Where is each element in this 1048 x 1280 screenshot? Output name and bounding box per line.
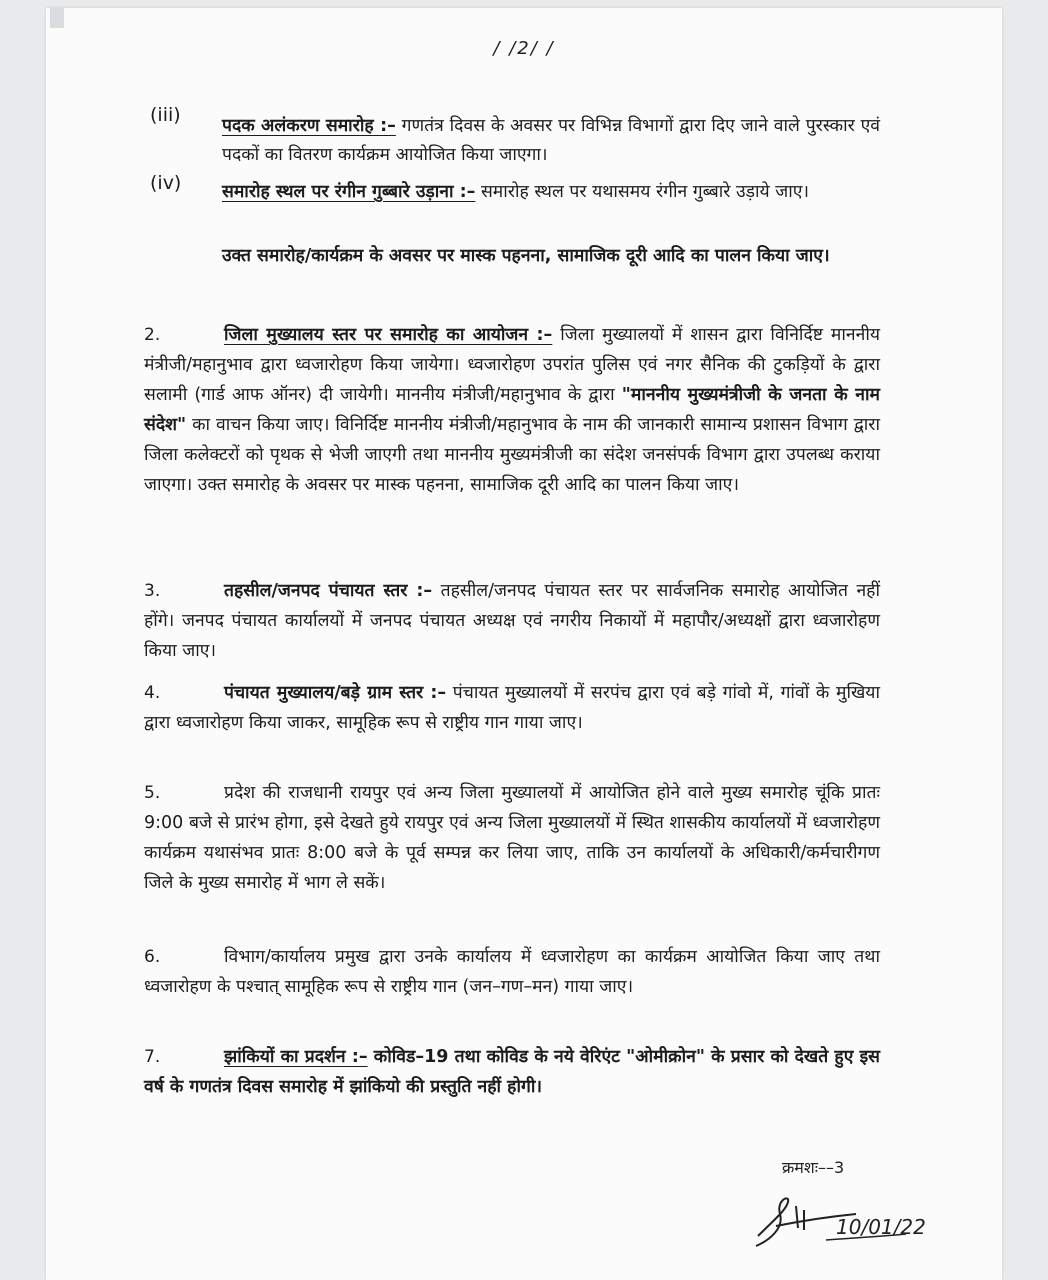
para-2 — [144, 320, 880, 500]
para-2-bold: "माननीय मुख्यमंत्रीजी के जनता के नाम संदेश" — [144, 385, 880, 435]
para-5-number: 5. — [144, 783, 161, 803]
document-page — [46, 8, 1002, 1280]
para-3-number: 3. — [144, 581, 161, 601]
para-6-number: 6. — [144, 947, 161, 967]
item-iv-note: उक्त समारोह/कार्यक्रम के अवसर पर मास्क पहनना, सामाजिक दूरी आदि का पालन किया जाए। — [222, 246, 830, 266]
para-7-number: 7. — [144, 1047, 161, 1067]
item-iii-text: गणतंत्र दिवस के अवसर पर विभिन्न विभागों द्वारा दिए जाने वाले पुरस्कार एवं पदकों का वितरण कार्यक्रम आयोजित किया जाएगा। — [222, 116, 881, 165]
para-5 — [144, 778, 880, 898]
para-7-heading: झांकियों का प्रदर्शन :– — [224, 1047, 368, 1067]
item-iv-text: समारोह स्थल पर यथासमय रंगीन गुब्बारे उड़ाये जाए। — [475, 182, 810, 202]
signature-date: 10/01/22 — [836, 1215, 926, 1239]
continuation-mark: क्रमशः––3 — [782, 1158, 845, 1177]
para-2-text-1: जिला मुख्यालयों में शासन द्वारा विनिर्दिष्ट माननीय मंत्रीजी/महानुभाव द्वारा ध्वजारोहण किया जायेगा। ध्वजारोहण उपरांत पुलिस एवं नगर सैनिक की टुकड़ियों के द्वारा सलामी (गार्ड आफ ऑनर) दी जायेगी। माननीय मंत्रीजी/महानुभाव के द्वारा — [144, 325, 880, 405]
signature — [746, 1188, 926, 1258]
para-3 — [144, 576, 880, 666]
item-iii — [222, 112, 880, 170]
para-6-text: विभाग/कार्यालय प्रमुख द्वारा उनके कार्यालय में ध्वजारोहण का कार्यक्रम आयोजित किया जाए तथा ध्वजारोहण के पश्चात् सामूहिक रूप से राष्ट्रीय गान (जन–गण–मन) गाया जाए। — [144, 947, 880, 997]
para-5-text: प्रदेश की राजधानी रायपुर एवं अन्य जिला मुख्यालयों में आयोजित होने वाले मुख्य समारोह चूंकि प्रातः 9:00 बजे से प्रारंभ होगा, इसे देखते हुये रायपुर एवं अन्य जिला मुख्यालयों में स्थित शासकीय कार्यालयों में ध्वजारोहण कार्यक्रम यथासंभव प्रातः 8:00 बजे के पूर्व सम्पन्न कर लिया जाए, ताकि उन कार्यालयों के अधिकारी/कर्मचारीगण जिले के मुख्य समारोह में भाग ले सकें। — [144, 783, 880, 893]
item-iv-number: (iv) — [150, 172, 182, 194]
para-2-text-2: का वाचन किया जाए। विनिर्दिष्ट माननीय मंत्रीजी/महानुभाव के नाम की जानकारी सामान्य प्रशासन विभाग द्वारा जिला कलेक्टरों को पृथक से भेजी जाएगी तथा माननीय मुख्यमंत्रीजी का संदेश जनसंपर्क विभाग द्वारा उपलब्ध कराया जाएगा। उक्त समारोह के अवसर पर मास्क पहनना, सामाजिक दूरी आदि का पालन किया जाए। — [144, 415, 880, 495]
para-4 — [144, 678, 880, 738]
page-number: / /2/ / — [493, 38, 555, 59]
para-4-text: पंचायत मुख्यालयों में सरपंच द्वारा एवं बड़े गांवो में, गांवों के मुखिया द्वारा ध्वजारोहण किया जाकर, सामूहिक रूप से राष्ट्रीय गान गाया जाए। — [144, 683, 880, 733]
item-iii-heading: पदक अलंकरण समारोह :– — [222, 116, 396, 136]
scan-corner — [50, 8, 64, 28]
para-3-text: तहसील/जनपद पंचायत स्तर पर सार्वजनिक समारोह आयोजित नहीं होंगे। जनपद पंचायत कार्यालयों में जनपद पंचायत अध्यक्ष एवं नगरीय निकायों में महापौर/अध्यक्षों द्वारा ध्वजारोहण किया जाए। — [144, 581, 880, 661]
item-iv — [222, 178, 880, 207]
para-2-heading: जिला मुख्यालय स्तर पर समारोह का आयोजन :– — [224, 325, 553, 345]
para-2-number: 2. — [144, 325, 161, 345]
para-7 — [144, 1042, 880, 1102]
para-4-heading: पंचायत मुख्यालय/बड़े ग्राम स्तर :– — [224, 683, 447, 703]
item-iv-heading: समारोह स्थल पर रंगीन गुब्बारे उड़ाना :– — [222, 182, 476, 202]
item-iii-number: (iii) — [150, 104, 181, 126]
para-6 — [144, 942, 880, 1002]
para-7-text: कोविड–19 तथा कोविड के नये वेरिएंट "ओमीक्रोन" के प्रसार को देखते हुए इस वर्ष के गणतंत्र दिवस समारोह में झांकियो की प्रस्तुति नहीं होगी। — [144, 1047, 880, 1097]
para-4-number: 4. — [144, 683, 161, 703]
para-3-heading: तहसील/जनपद पंचायत स्तर :– — [224, 581, 433, 601]
